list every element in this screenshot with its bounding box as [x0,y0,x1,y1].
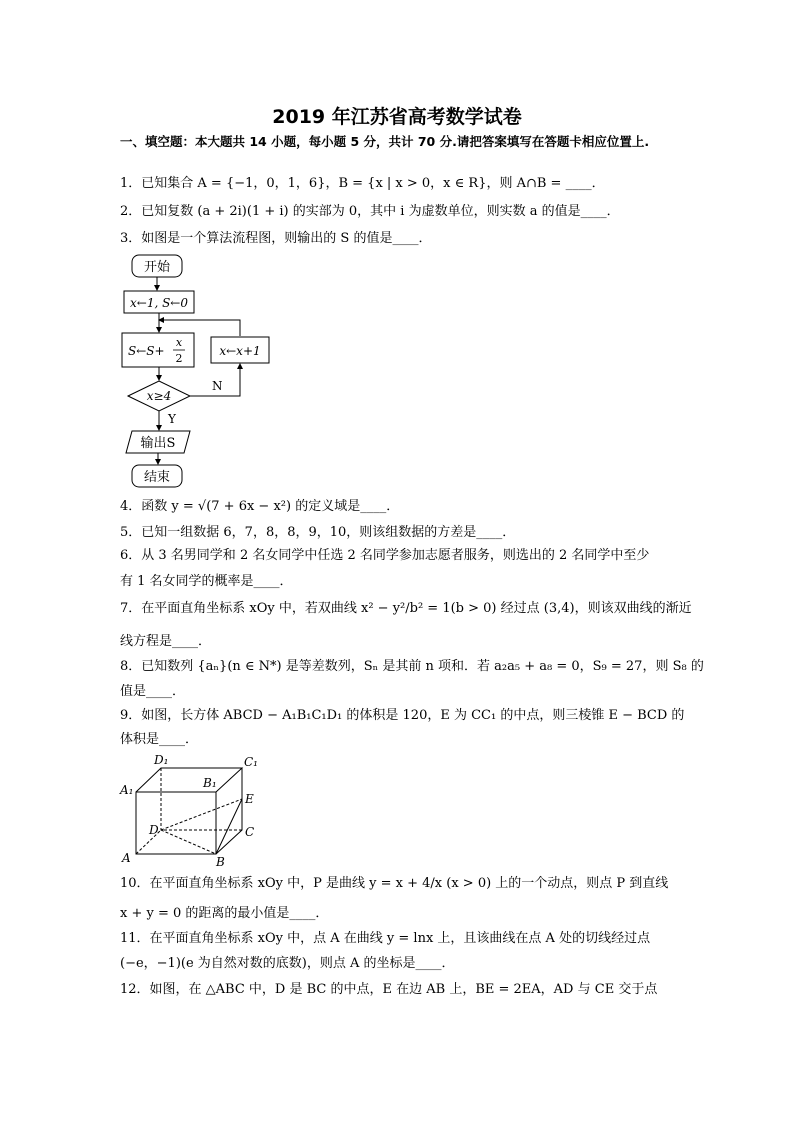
label-a: A [122,851,131,865]
problem-11-line-2: (−e，−1)(e 为自然对数的底数)，则点 A 的坐标是____． [120,956,455,971]
segment-be [216,799,242,854]
label-b1: B₁ [203,776,217,790]
flow-end-text: 结束 [143,470,171,485]
problem-2: 2．已知复数 (a + 2i)(1 + i) 的实部为 0，其中 i 为虚数单位，则实数 a 的值是____． [120,204,620,219]
problem-9-line-2: 体积是____． [120,732,199,747]
label-c1: C₁ [244,755,258,769]
flow-start-text: 开始 [143,260,171,275]
label-e: E [245,792,254,806]
problem-7-line-2: 线方程是____． [120,634,212,649]
problem-1: 1．已知集合 A = {−1，0，1，6}，B = {x | x > 0，x ∈ R}，则 A∩B = ____． [120,176,605,191]
problem-8-line-1: 8．已知数列 {aₙ}(n ∈ N*) 是等差数列，Sₙ 是其前 n 项和．若 a₂a₅ + a₈ = 0，S₉ = 27，则 S₈ 的 [120,659,704,674]
page-title: 2019 年江苏省高考数学试卷 [272,106,522,128]
label-d1: D₁ [154,753,169,767]
segment-db [161,830,216,854]
problem-7-line-1: 7．在平面直角坐标系 xOy 中，若双曲线 x² − y²/b² = 1(b > 0) 经过点 (3,4)，则该双曲线的渐近 [120,601,692,616]
problem-5: 5．已知一组数据 6，7，8，8，9，10，则该组数据的方差是____． [120,525,516,540]
flow-yes-label: Y [168,412,176,426]
cuboid-right-edges [216,768,242,854]
problem-10-line-2: x + y = 0 的距离的最小值是____． [120,906,329,921]
flow-assign-num: x [175,336,183,349]
flow-no-label: N [212,379,223,393]
flow-condition-text: x≥4 [146,389,172,403]
flow-init-text: x←1, S←0 [130,296,188,310]
problem-4: 4．函数 y = √(7 + 6x − x²) 的定义域是____． [120,499,400,514]
flow-assign-den: 2 [175,352,183,365]
label-c: C [245,825,255,839]
flow-update-text: x←x+1 [219,344,261,358]
problem-6-line-1: 6．从 3 名男同学和 2 名女同学中任选 2 名同学参加志愿者服务，则选出的 2 名同学中至少 [120,548,650,563]
flow-assign-lhs: S←S+ [128,344,165,358]
algorithm-flowchart [118,250,278,492]
cuboid-hidden-edges [161,768,242,830]
cuboid-front-face [136,792,216,854]
problem-3: 3．如图是一个算法流程图，则输出的 S 的值是____． [120,231,432,246]
problem-6-line-2: 有 1 名女同学的概率是____． [120,574,293,589]
cuboid-top-face [136,768,242,792]
label-b: B [216,855,225,868]
flow-output-text: 输出S [140,436,176,451]
problem-10-line-1: 10．在平面直角坐标系 xOy 中，P 是曲线 y = x + 4/x (x > 0) 上的一个动点，则点 P 到直线 [120,876,669,891]
problem-8-line-2: 值是____． [120,684,186,699]
problem-12-line-1: 12．如图，在 △ABC 中，D 是 BC 的中点，E 在边 AB 上，BE = 2EA，AD 与 CE 交于点 [120,982,658,997]
problem-9-line-1: 9．如图，长方体 ABCD − A₁B₁C₁D₁ 的体积是 120，E 为 CC₁ 的中点，则三棱锥 E − BCD 的 [120,708,685,723]
section-heading: 一、填空题：本大题共 14 小题，每小题 5 分，共计 70 分.请把答案填写在答题卡相应位置上. [120,134,650,149]
label-a1: A₁ [120,783,134,797]
label-d: D [149,823,159,837]
problem-11-line-1: 11．在平面直角坐标系 xOy 中，点 A 在曲线 y = lnx 上，且该曲线在点 A 处的切线经过点 [120,931,651,946]
cuboid-figure [118,750,268,868]
